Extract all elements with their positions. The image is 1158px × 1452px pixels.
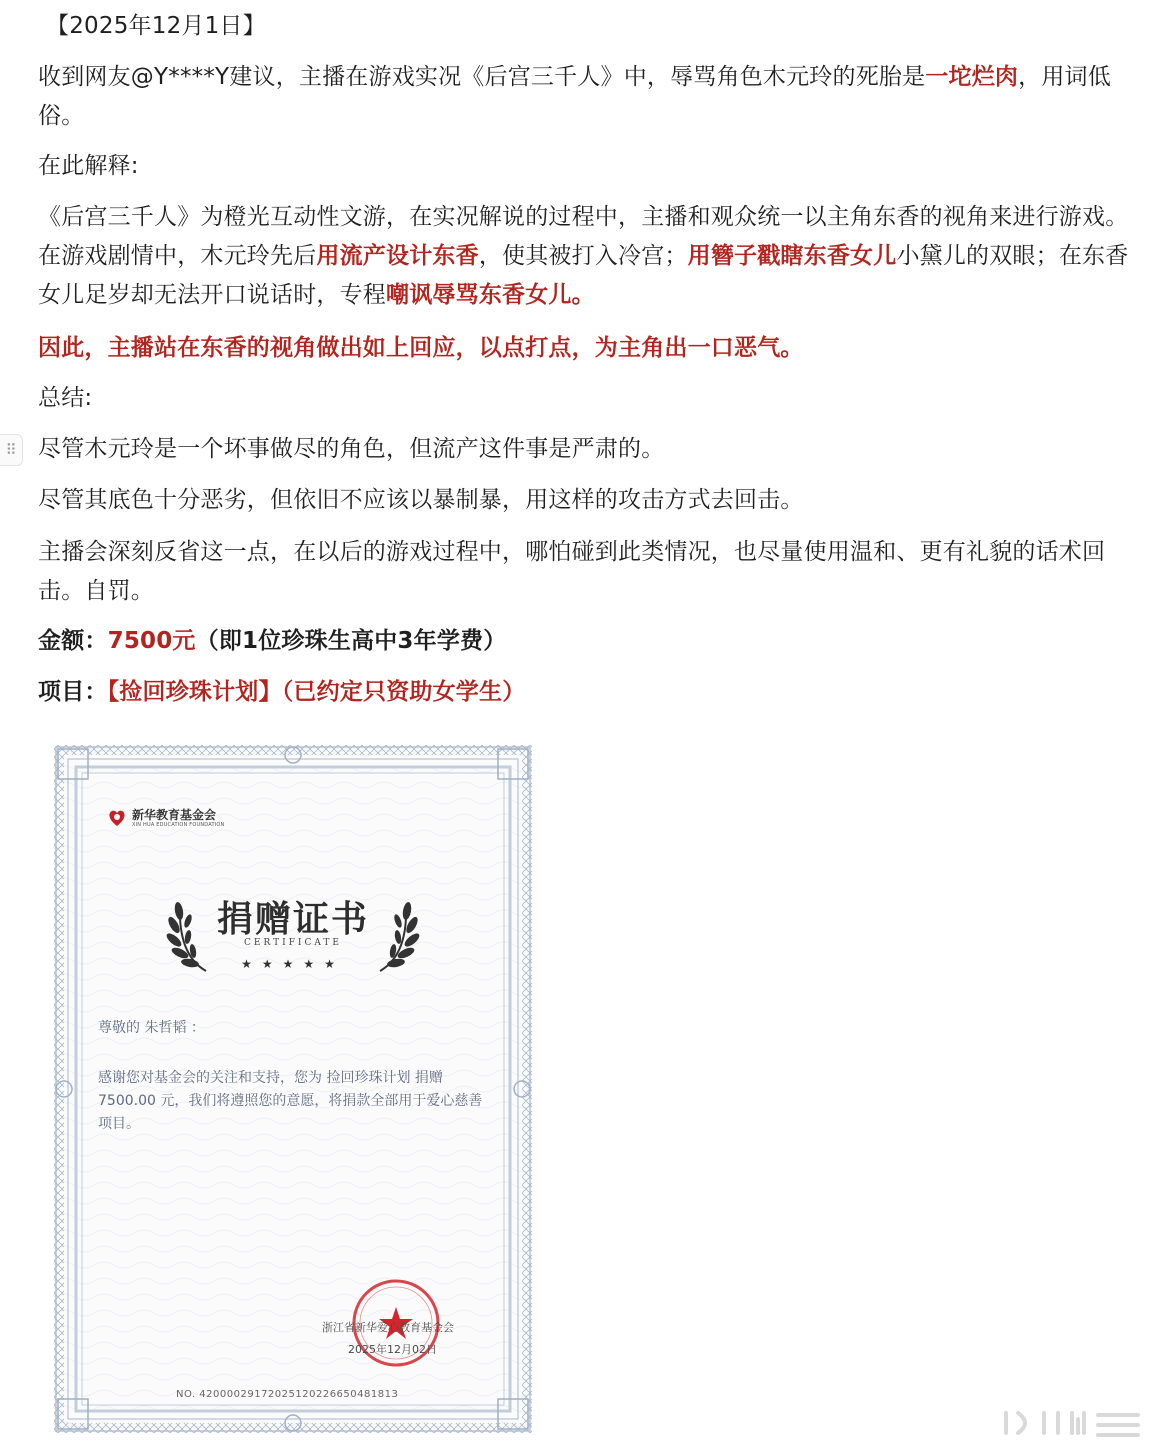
paragraph-4: 因此，主播站在东香的视角做出如上回应，以点打点，为主角出一口恶气。 bbox=[38, 335, 804, 361]
p3-text-c: 小黛儿的双眼；在东香女儿足岁却无法开口说话时，专程 bbox=[38, 243, 1129, 308]
project-label: 项目： bbox=[38, 679, 108, 705]
paragraph-5: 总结: bbox=[38, 385, 93, 411]
paragraph-8: 主播会深刻反省这一点，在以后的游戏过程中，哪怕碰到此类情况，也尽量使用温和、更有礼貌的话术回击。自罚。 bbox=[38, 539, 1106, 604]
p3-text-a: 《后宫三千人》为橙光互动性文游，在实况解说的过程中，主播和观众统一以主角东香的视角来进行游戏。在游戏剧情中，木元玲先后 bbox=[38, 204, 1129, 269]
foundation-logo bbox=[106, 807, 224, 829]
paragraph-1 bbox=[38, 58, 1153, 136]
certificate-number: NO. 42000029172025120226650481813 bbox=[176, 1389, 399, 1400]
heart-logo-icon bbox=[106, 807, 128, 829]
foundation-name-en: XIN HUA EDUCATION FOUNDATION bbox=[132, 822, 225, 828]
watermark-icon bbox=[998, 1405, 1148, 1441]
certificate-subtitle: CERTIFICATE bbox=[244, 938, 342, 948]
p1-text-b: ，用词低俗。 bbox=[38, 64, 1111, 129]
p1-text-a: 收到网友@Y****Y建议，主播在游戏实况《后宫三千人》中，辱骂角色木元玲的死胎是 bbox=[38, 64, 926, 90]
drag-handle-icon[interactable]: ⠿ bbox=[0, 434, 23, 466]
certificate-issuer: 浙江省新华爱心教育基金会 bbox=[322, 1321, 454, 1334]
certificate-stars: ★★★★★ bbox=[241, 957, 345, 971]
date-line: 【2025年12月1日】 bbox=[46, 13, 266, 39]
p3-highlight-1: 用流产设计东香 bbox=[316, 243, 479, 269]
paragraph-7: 尽管其底色十分恶劣，但依旧不应该以暴制暴，用这样的攻击方式去回击。 bbox=[38, 487, 804, 513]
project-value: 【捡回珍珠计划】（已约定只资助女学生） bbox=[107, 679, 526, 705]
p3-highlight-2: 用簪子戳瞎东香女儿 bbox=[687, 243, 897, 269]
certificate-date: 2025年12月02日 bbox=[348, 1343, 437, 1356]
p3-highlight-3: 嘲讽辱骂东香女儿。 bbox=[386, 282, 595, 308]
paragraph-6: 尽管木元玲是一个坏事做尽的角色，但流产这件事是严肃的。 bbox=[38, 436, 665, 462]
paragraph-3 bbox=[38, 198, 1148, 315]
paragraph-2: 在此解释: bbox=[38, 153, 139, 179]
p3-text-b: ，使其被打入冷宫； bbox=[478, 243, 688, 269]
amount-line bbox=[38, 622, 506, 661]
certificate-greeting: 尊敬的 朱哲韬 ： bbox=[98, 1020, 205, 1036]
donation-certificate-image[interactable] bbox=[54, 745, 532, 1433]
certificate-title: 捐赠证书 bbox=[216, 898, 369, 940]
amount-note: （即1位珍珠生高中3年学费） bbox=[195, 628, 507, 654]
foundation-name: 新华教育基金会 bbox=[132, 808, 217, 822]
amount-label: 金额： bbox=[38, 628, 108, 654]
project-line bbox=[38, 673, 525, 712]
p1-highlight: 一坨烂肉 bbox=[925, 64, 1019, 90]
certificate-body: 感谢您对基金会的关注和支持，您为 捡回珍珠计划 捐赠 7500.00 元，我们将遵照您的意愿，将捐款全部用于爱心慈善项目。 bbox=[98, 1070, 483, 1132]
amount-value: 7500元 bbox=[107, 628, 196, 654]
